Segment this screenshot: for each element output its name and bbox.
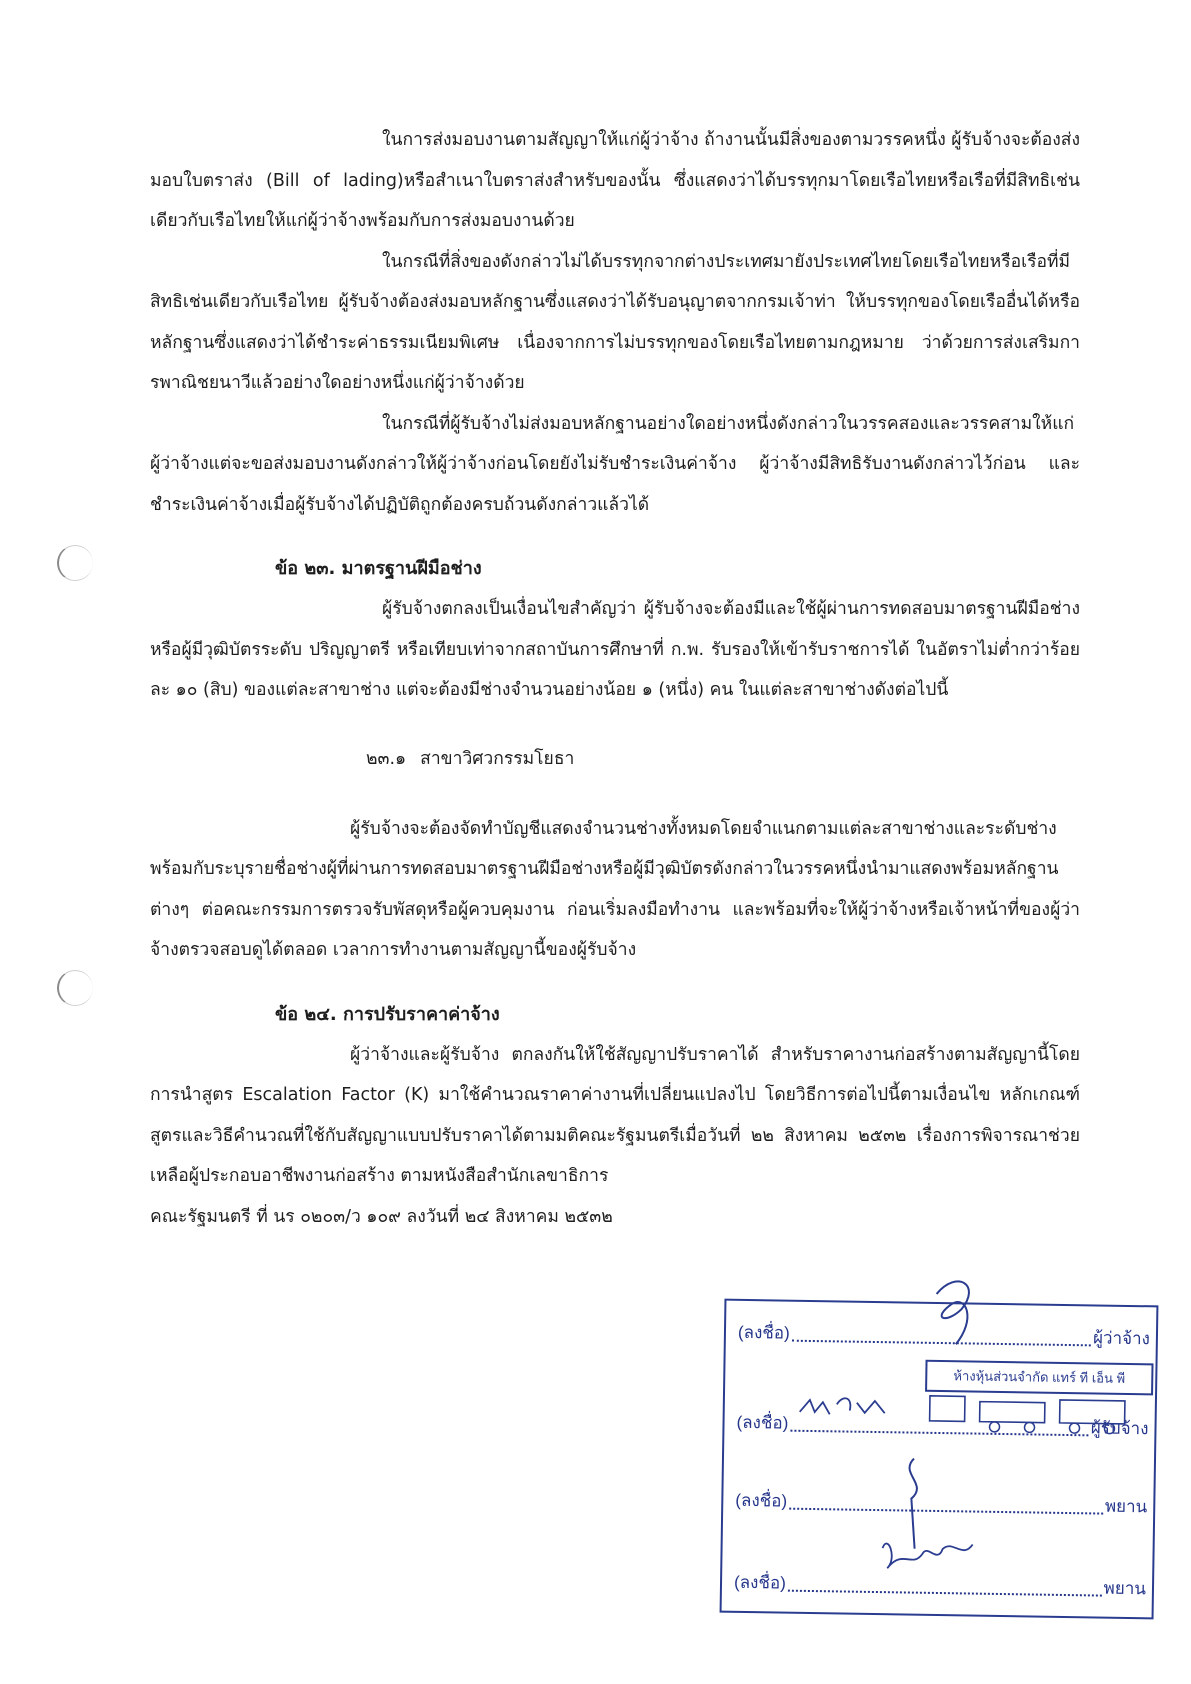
paragraph-missing-evidence: ในกรณีที่ผู้รับจ้างไม่ส่งมอบหลักฐานอย่างใดอย่างหนึ่งดังกล่าวในวรรคสองและวรรคสามให้แก่ผู้ว่าจ้างแต่จะขอส่งมอบงานดังกล่าวให้ผู้ว่าจ้างก่อนโดยยังไม่รับชำระเงินค่าจ้าง ผู้ว่าจ้างมีสิทธิรับงานดังกล่าวไว้ก่อน และชำระเงินค่าจ้างเมื่อผู้รับจ้างได้ปฏิบัติถูกต้องครบถ้วนดังกล่าวแล้วได้ bbox=[150, 413, 1080, 515]
witness2-label: พยาน bbox=[1103, 1578, 1147, 1599]
clause-23-heading: ข้อ ๒๓. มาตรฐานฝีมือช่าง bbox=[275, 558, 482, 579]
paragraph-shipping-permit: ในกรณีที่สิ่งของดังกล่าวไม่ได้บรรทุกจากต่างประเทศมายังประเทศไทยโดยเรือไทยหรือเรือที่มีสิทธิเช่นเดียวกับเรือไทย ผู้รับจ้างต้องส่งมอบหลักฐานซึ่งแสดงว่าได้รับอนุญาตจากกรมเจ้าท่า ให้บรรทุกของโดยเรืออื่นได้หรือหลักฐานซึ่งแสดงว่าได้ชำระค่าธรรมเนียมพิเศษ เนื่องจากการไม่บรรทุกของโดยเรือไทยตามกฎหมาย ว่าด้วยการส่งเสริมการพาณิชยนาวีแล้วอย่างใดอย่างหนึ่งแก่ผู้ว่าจ้างด้วย bbox=[150, 251, 1080, 393]
contractor-stamp-drawing bbox=[924, 1386, 1135, 1439]
clause-23-body2: ผู้รับจ้างจะต้องจัดทำบัญชีแสดงจำนวนช่างทั้งหมดโดยจำแนกตามแต่ละสาขาช่างและระดับช่างพร้อมกับระบุรายชื่อช่างผู้ที่ผ่านการทดสอบมาตรฐานฝีมือช่างหรือผู้มีวุฒิบัตรดังกล่าวในวรรคหนึ่งนำมาแสดงพร้อมหลักฐานต่างๆ ต่อคณะกรรมการตรวจรับพัสดุหรือผู้ควบคุมงาน ก่อนเริ่มลงมือทำงาน และพร้อมที่จะให้ผู้ว่าจ้างหรือเจ้าหน้าที่ของผู้ว่าจ้างตรวจสอบดูได้ตลอด เวลาการทำงานตามสัญญานี้ของผู้รับจ้าง bbox=[150, 818, 1080, 960]
sign-prefix: (ลงชื่อ) bbox=[736, 1412, 789, 1433]
signature-witness2-scribble bbox=[872, 1528, 983, 1590]
clause-23-1 bbox=[150, 739, 1080, 779]
binding-hole bbox=[57, 545, 93, 581]
paragraph-bill-of-lading: ในการส่งมอบงานตามสัญญาให้แก่ผู้ว่าจ้าง ถ้างานนั้นมีสิ่งของตามวรรคหนึ่ง ผู้รับจ้างจะต้องส่งมอบใบตราส่ง (Bill of lading)หรือสำเนาใบตราส่งสำหรับของนั้น ซึ่งแสดงว่าได้บรรทุกมาโดยเรือไทยหรือเรือที่มีสิทธิเช่นเดียวกับเรือไทยให้แก่ผู้ว่าจ้างพร้อมกับการส่งมอบงานด้วย bbox=[150, 130, 1080, 231]
clause-23-1-label: สาขาวิศวกรรมโยธา bbox=[420, 748, 575, 769]
sign-prefix: (ลงชื่อ) bbox=[733, 1572, 786, 1593]
clause-24-heading: ข้อ ๒๔. การปรับราคาค่าจ้าง bbox=[275, 1003, 500, 1025]
binding-hole bbox=[57, 970, 93, 1006]
sign-prefix: (ลงชื่อ) bbox=[737, 1322, 790, 1343]
clause-23-body: ผู้รับจ้างตกลงเป็นเงื่อนไขสำคัญว่า ผู้รับจ้างจะต้องมีและใช้ผู้ผ่านการทดสอบมาตรฐานฝีมือช่าง หรือผู้มีวุฒิบัตรระดับ ปริญญาตรี หรือเทียบเท่าจากสถาบันการศึกษาที่ ก.พ. รับรองให้เข้ารับราชการได้ ในอัตราไม่ต่ำกว่าร้อยละ ๑๐ (สิบ) ของแต่ละสาขาช่าง แต่จะต้องมีช่างจำนวนอย่างน้อย ๑ (หนึ่ง) คน ในแต่ละสาขาช่างดังต่อไปนี้ bbox=[150, 599, 1080, 700]
company-stamp: ห้างหุ้นส่วนจำกัด แทร์ ที เอ็น พี bbox=[925, 1360, 1153, 1396]
employer-label: ผู้ว่าจ้าง bbox=[1092, 1328, 1151, 1349]
signature-stamp-box bbox=[720, 1299, 1159, 1620]
signature-employer-scribble bbox=[906, 1263, 997, 1354]
witness1-label: พยาน bbox=[1104, 1496, 1148, 1517]
clause-24-body: ผู้ว่าจ้างและผู้รับจ้าง ตกลงกันให้ใช้สัญญาปรับราคาได้ สำหรับราคางานก่อสร้างตามสัญญานี้โดยการนำสูตร Escalation Factor (K) มาใช้คำนวณราคาค่างานที่เปลี่ยนแปลงไป โดยวิธีการต่อไปนี้ตามเงื่อนไข หลักเกณฑ์ สูตรและวิธีคำนวณที่ใช้กับสัญญาแบบปรับราคาได้ตามมติคณะรัฐมนตรีเมื่อวันที่ ๒๒ สิงหาคม ๒๕๓๒ เรื่องการพิจารณาช่วยเหลือผู้ประกอบอาชีพงานก่อสร้าง ตามหนังสือสำนักเลขาธิการ bbox=[150, 1044, 1080, 1186]
clause-24-last-line: คณะรัฐมนตรี ที่ นร ๐๒๐๓/ว ๑๐๙ ลงวันที่ ๒๔ สิงหาคม ๒๕๓๒ bbox=[150, 1206, 613, 1227]
clause-23-1-number: ๒๓.๑ bbox=[366, 748, 407, 769]
document-body bbox=[150, 120, 1080, 1237]
contractor-label: ผู้รับจ้าง bbox=[1090, 1418, 1149, 1439]
signature-row-witness1 bbox=[735, 1487, 1147, 1520]
sign-prefix: (ลงชื่อ) bbox=[735, 1490, 788, 1511]
signature-contractor-scribble bbox=[794, 1382, 915, 1434]
